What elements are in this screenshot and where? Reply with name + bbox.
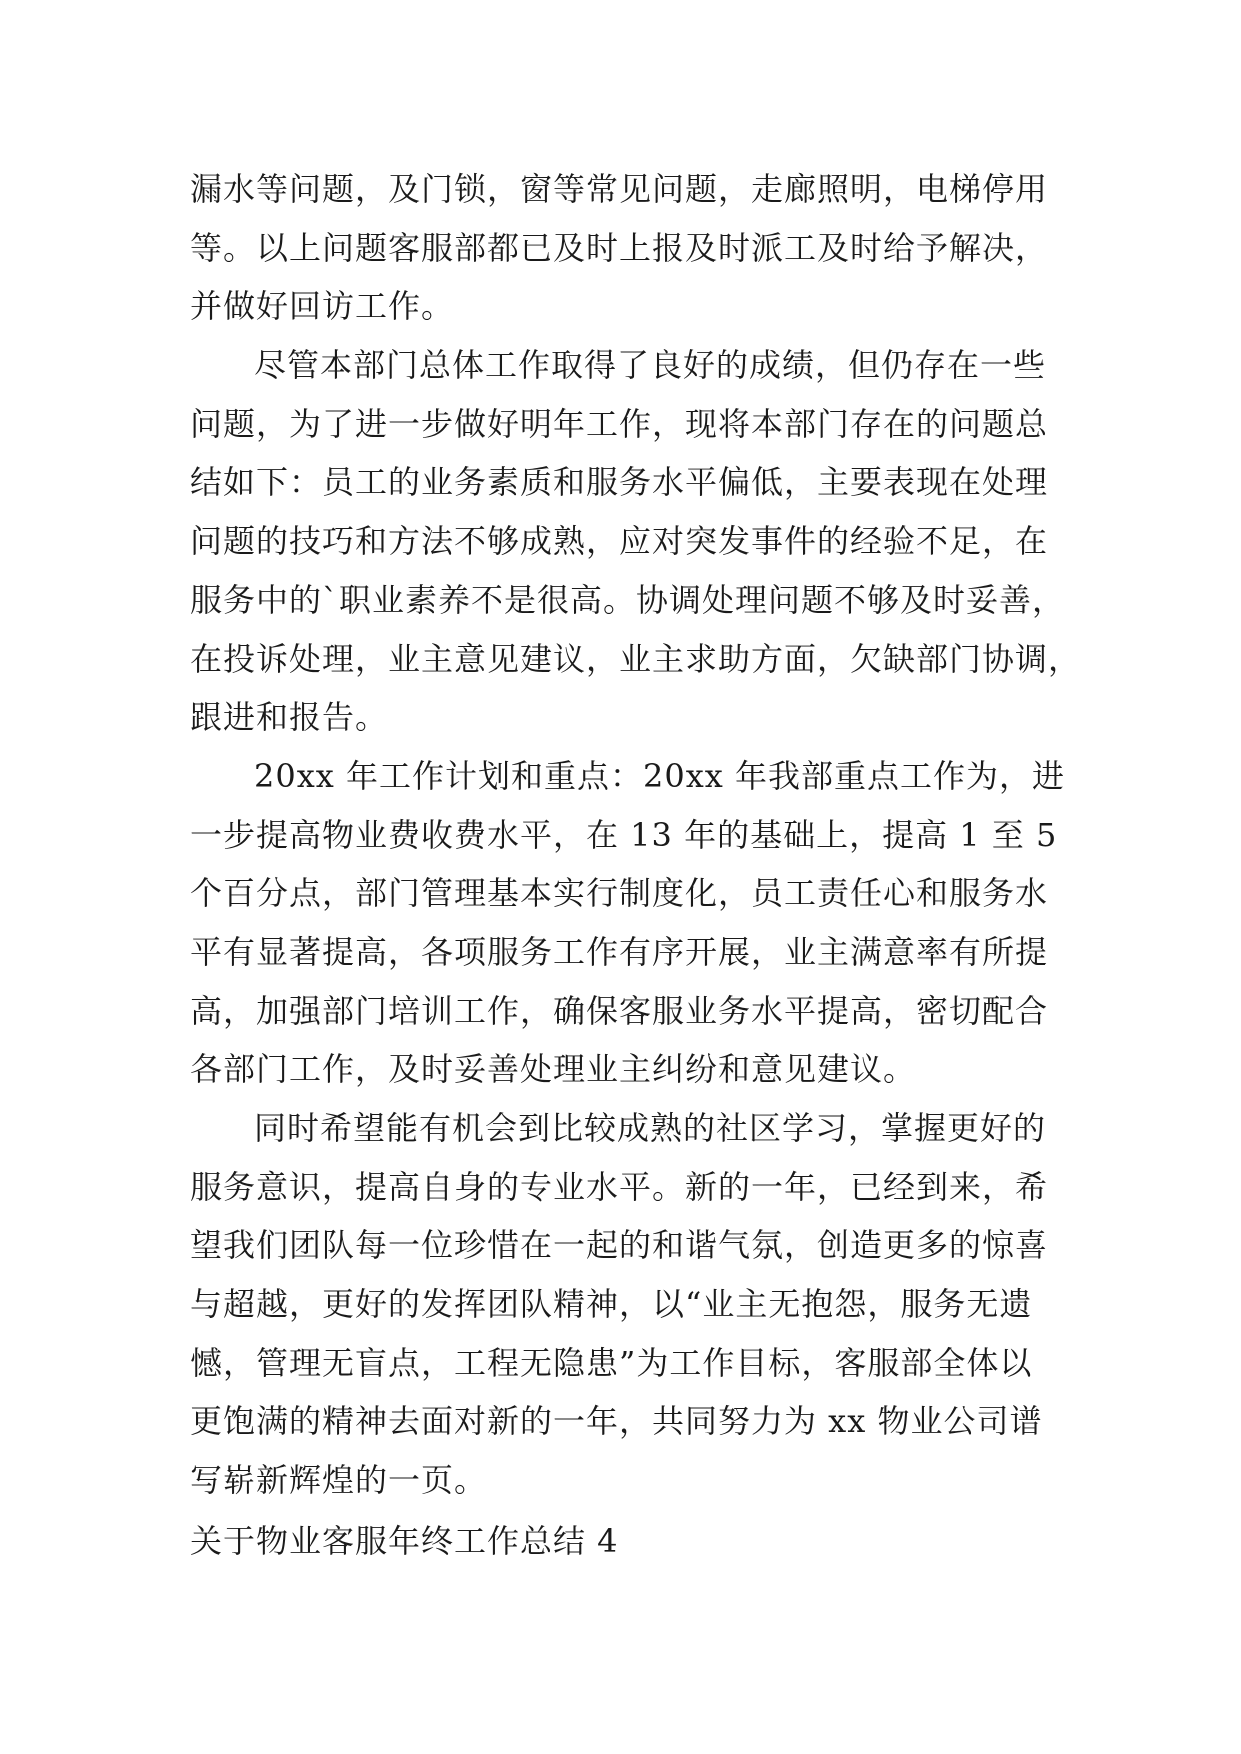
paragraph-line: 跟进和报告。 — [190, 698, 389, 737]
paragraph-line: 并做好回访工作。 — [190, 287, 455, 326]
paragraph-line: 等。以上问题客服部都已及时上报及时派工及时给予解决， — [190, 228, 1049, 267]
paragraph-1 — [190, 160, 1060, 336]
section-heading: 关于物业客服年终工作总结 4 — [190, 1521, 619, 1560]
paragraph-2 — [190, 336, 1082, 747]
paragraph-line: 写崭新辉煌的一页。 — [190, 1461, 488, 1500]
paragraph-line: 同时希望能有机会到比较成熟的社区学习，掌握更好的 — [254, 1109, 1047, 1147]
paragraph-line: 平有显著提高，各项服务工作有序开展，业主满意率有所提 — [190, 932, 1049, 971]
paragraph-3 — [190, 747, 1065, 1099]
paragraph-line: 更饱满的精神去面对新的一年，共同努力为 xx 物业公司谱 — [190, 1402, 1043, 1441]
paragraph-line: 在投诉处理，业主意见建议，业主求助方面，欠缺部门协调， — [190, 639, 1082, 678]
paragraph-line: 各部门工作，及时妥善处理业主纠纷和意见建议。 — [190, 1050, 917, 1089]
paragraph-line: 一步提高物业费收费水平，在 13 年的基础上，提高 1 至 5 — [190, 815, 1058, 854]
paragraph-line: 高，加强部门培训工作，确保客服业务水平提高，密切配合 — [190, 991, 1049, 1030]
paragraph-line: 服务中的`职业素养不是很高。协调处理问题不够及时妥善， — [190, 580, 1066, 619]
document-body — [190, 160, 1082, 1571]
paragraph-line: 尽管本部门总体工作取得了良好的成绩，但仍存在一些 — [254, 346, 1047, 385]
paragraph-line: 问题，为了进一步做好明年工作，现将本部门存在的问题总 — [190, 404, 1049, 443]
paragraph-line: 问题的技巧和方法不够成熟，应对突发事件的经验不足，在 — [190, 522, 1049, 561]
paragraph-line: 与超越，更好的发挥团队精神，以“业主无抱怨，服务无遗 — [190, 1285, 1033, 1324]
paragraph-line: 憾，管理无盲点，工程无隐患”为工作目标，客服部全体以 — [190, 1343, 1033, 1382]
paragraph-line: 结如下：员工的业务素质和服务水平偏低，主要表现在处理 — [190, 463, 1049, 502]
paragraph-line: 个百分点，部门管理基本实行制度化，员工责任心和服务水 — [190, 874, 1049, 913]
paragraph-4 — [190, 1099, 1060, 1510]
paragraph-line: 望我们团队每一位珍惜在一起的和谐气氛，创造更多的惊喜 — [190, 1226, 1049, 1265]
paragraph-line: 服务意识，提高自身的专业水平。新的一年，已经到来，希 — [190, 1167, 1049, 1206]
paragraph-line: 漏水等问题，及门锁，窗等常见问题，走廊照明，电梯停用 — [190, 170, 1049, 208]
paragraph-line: 20xx 年工作计划和重点：20xx 年我部重点工作为，进 — [254, 756, 1065, 795]
